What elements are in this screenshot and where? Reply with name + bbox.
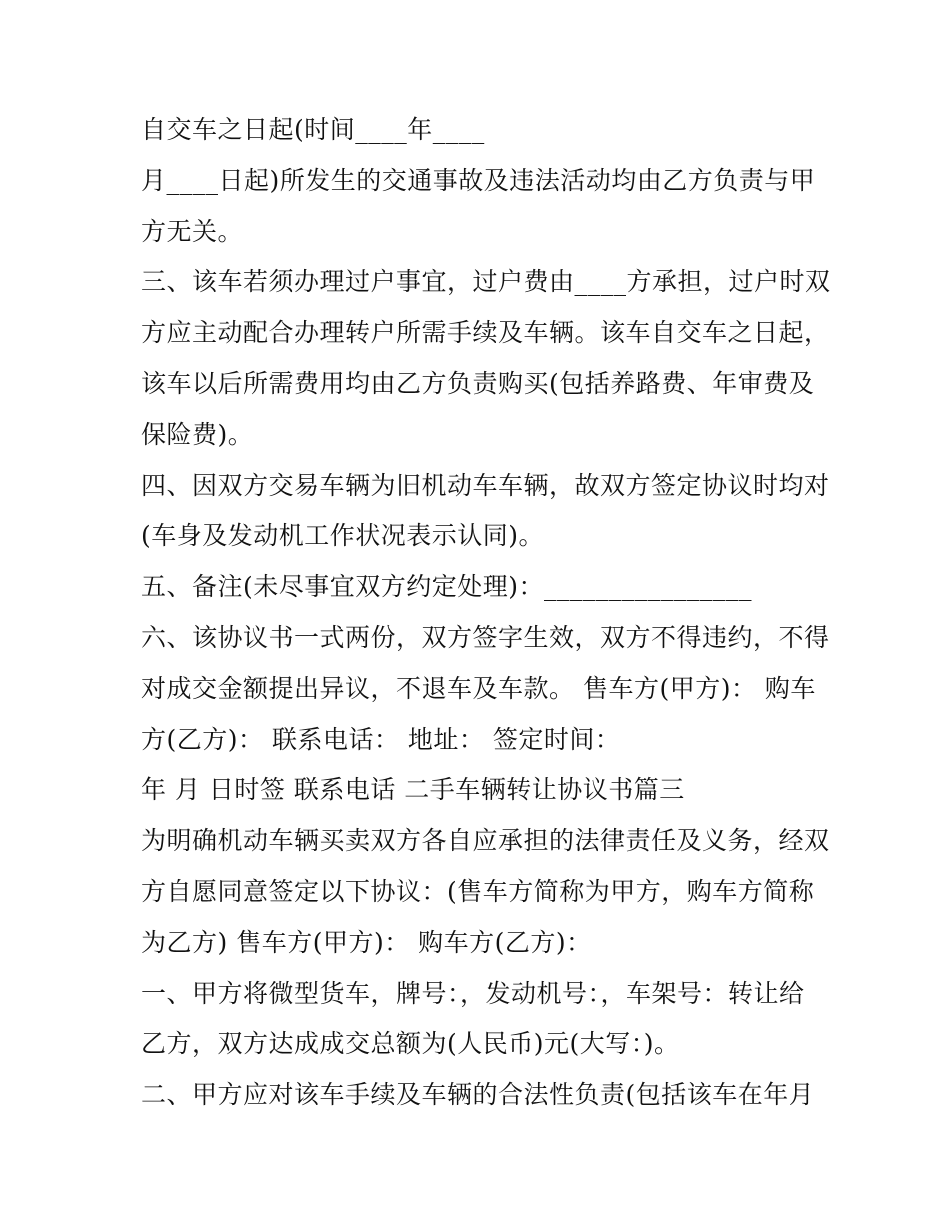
- text-line: 该车以后所需费用均由乙方负责购买(包括养路费、年审费及: [141, 369, 815, 398]
- text-line: 月____日起)所发生的交通事故及违法活动均由乙方负责与甲: [141, 166, 816, 195]
- text-line: 方应主动配合办理转户所需手续及车辆。该车自交车之日起，: [141, 318, 830, 347]
- text-line: 乙方，双方达成成交总额为(人民币)元(大写：)。: [141, 1029, 680, 1058]
- text-line: 年 月 日时签 联系电话 二手车辆转让协议书篇三: [141, 775, 685, 804]
- text-line: 方无关。: [141, 217, 244, 246]
- text-line: 自交车之日起(时间____年____: [141, 115, 485, 144]
- text-line: 五、备注(未尽事宜双方约定处理)：________________: [141, 572, 753, 601]
- text-line: 为乙方) 售车方(甲方)： 购车方(乙方)：: [141, 928, 592, 957]
- text-line: 对成交金额提出异议，不退车及车款。 售车方(甲方)： 购车: [141, 674, 816, 703]
- text-line: 三、该车若须办理过户事宜，过户费由____方承担，过户时双: [141, 267, 831, 296]
- text-line: 四、因双方交易车辆为旧机动车车辆，故双方签定协议时均对: [141, 471, 830, 500]
- text-line: 保险费)。: [141, 420, 254, 449]
- text-line: 一、甲方将微型货车，牌号：，发动机号：，车架号：转让给: [141, 979, 805, 1008]
- text-line: (车身及发动机工作状况表示认同)。: [141, 521, 545, 550]
- text-line: 为明确机动车辆买卖双方各自应承担的法律责任及义务，经双: [141, 826, 830, 855]
- text-line: 方自愿同意签定以下协议：(售车方简称为甲方，购车方简称: [141, 877, 815, 906]
- text-line: 方(乙方)： 联系电话： 地址： 签定时间：: [141, 725, 621, 754]
- text-line: 六、该协议书一式两份，双方签字生效，双方不得违约，不得: [141, 623, 830, 652]
- text-line: 二、甲方应对该车手续及车辆的合法性负责(包括该车在年月: [141, 1080, 815, 1109]
